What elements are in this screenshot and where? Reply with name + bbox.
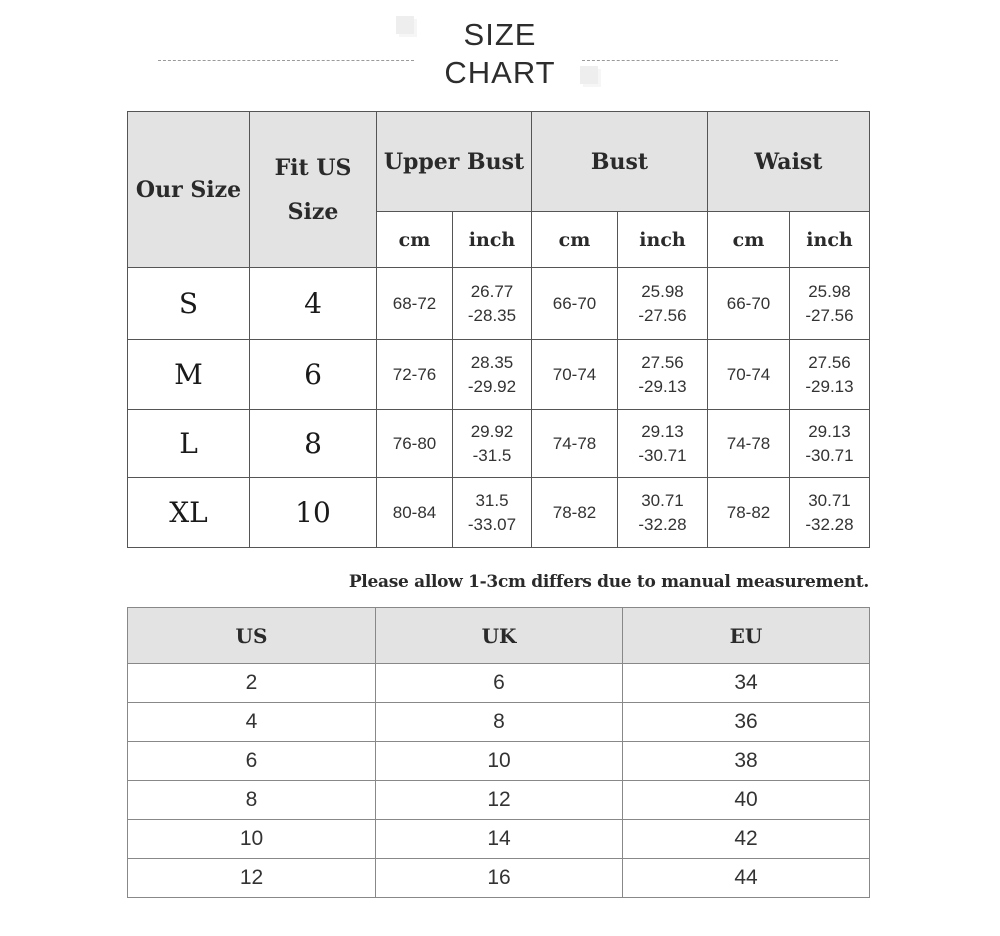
size-cell: XL (128, 478, 250, 548)
table-row (128, 268, 870, 340)
table-row (128, 664, 870, 703)
eu-cell: 36 (623, 703, 870, 742)
waist-inch-cell: 29.13 -30.71 (790, 410, 870, 478)
us-cell: 8 (128, 781, 376, 820)
us-cell: 12 (128, 859, 376, 898)
header-bust: Bust (532, 112, 708, 212)
table-row (128, 859, 870, 898)
size-cell: M (128, 340, 250, 410)
size-cell: S (128, 268, 250, 340)
upper-bust-cm-cell: 80-84 (377, 478, 453, 548)
subheader-bust-cm: cm (532, 212, 618, 268)
waist-cm-cell: 70-74 (708, 340, 790, 410)
eu-cell: 38 (623, 742, 870, 781)
bust-cm-cell: 74-78 (532, 410, 618, 478)
header-uk: UK (376, 608, 623, 664)
uk-cell: 6 (376, 664, 623, 703)
eu-cell: 44 (623, 859, 870, 898)
table-row (128, 340, 870, 410)
header-us: US (128, 608, 376, 664)
waist-inch-cell: 25.98 -27.56 (790, 268, 870, 340)
header-our-size: Our Size (128, 112, 250, 268)
eu-cell: 42 (623, 820, 870, 859)
us-cell: 2 (128, 664, 376, 703)
upper-bust-inch-cell: 29.92 -31.5 (453, 410, 532, 478)
subheader-upper-bust-inch: inch (453, 212, 532, 268)
fit-us-cell: 8 (250, 410, 377, 478)
size-chart-table (127, 111, 870, 548)
size-cell: L (128, 410, 250, 478)
upper-bust-cm-cell: 68-72 (377, 268, 453, 340)
uk-cell: 12 (376, 781, 623, 820)
upper-bust-cm-cell: 76-80 (377, 410, 453, 478)
bust-inch-cell: 27.56 -29.13 (618, 340, 708, 410)
upper-bust-inch-cell: 26.77 -28.35 (453, 268, 532, 340)
waist-inch-cell: 27.56 -29.13 (790, 340, 870, 410)
waist-cm-cell: 78-82 (708, 478, 790, 548)
table-row (128, 478, 870, 548)
table-row (128, 781, 870, 820)
bust-cm-cell: 78-82 (532, 478, 618, 548)
table-row (128, 742, 870, 781)
uk-cell: 8 (376, 703, 623, 742)
uk-cell: 10 (376, 742, 623, 781)
page-title: SIZE CHART (444, 17, 556, 90)
bust-cm-cell: 70-74 (532, 340, 618, 410)
title-divider-left (158, 60, 414, 61)
header-fit-us-size: Fit US Size (250, 112, 377, 268)
us-cell: 10 (128, 820, 376, 859)
header-waist: Waist (708, 112, 870, 212)
bust-inch-cell: 29.13 -30.71 (618, 410, 708, 478)
fit-us-cell: 4 (250, 268, 377, 340)
uk-cell: 16 (376, 859, 623, 898)
bust-cm-cell: 66-70 (532, 268, 618, 340)
decorative-square (580, 66, 598, 84)
us-cell: 4 (128, 703, 376, 742)
title-section (0, 12, 1000, 102)
table-row (128, 820, 870, 859)
waist-cm-cell: 66-70 (708, 268, 790, 340)
title-divider-right (582, 60, 838, 61)
uk-cell: 14 (376, 820, 623, 859)
eu-cell: 40 (623, 781, 870, 820)
subheader-waist-cm: cm (708, 212, 790, 268)
measurement-note: Please allow 1-3cm differs due to manual measurement. (348, 572, 869, 592)
header-upper-bust: Upper Bust (377, 112, 532, 212)
subheader-upper-bust-cm: cm (377, 212, 453, 268)
bust-inch-cell: 25.98 -27.56 (618, 268, 708, 340)
table-row (128, 703, 870, 742)
header-eu: EU (623, 608, 870, 664)
waist-inch-cell: 30.71 -32.28 (790, 478, 870, 548)
fit-us-cell: 10 (250, 478, 377, 548)
waist-cm-cell: 74-78 (708, 410, 790, 478)
upper-bust-cm-cell: 72-76 (377, 340, 453, 410)
subheader-waist-inch: inch (790, 212, 870, 268)
fit-us-cell: 6 (250, 340, 377, 410)
us-cell: 6 (128, 742, 376, 781)
subheader-bust-inch: inch (618, 212, 708, 268)
eu-cell: 34 (623, 664, 870, 703)
upper-bust-inch-cell: 28.35 -29.92 (453, 340, 532, 410)
bust-inch-cell: 30.71 -32.28 (618, 478, 708, 548)
size-conversion-table (127, 607, 870, 898)
table-row (128, 410, 870, 478)
upper-bust-inch-cell: 31.5 -33.07 (453, 478, 532, 548)
